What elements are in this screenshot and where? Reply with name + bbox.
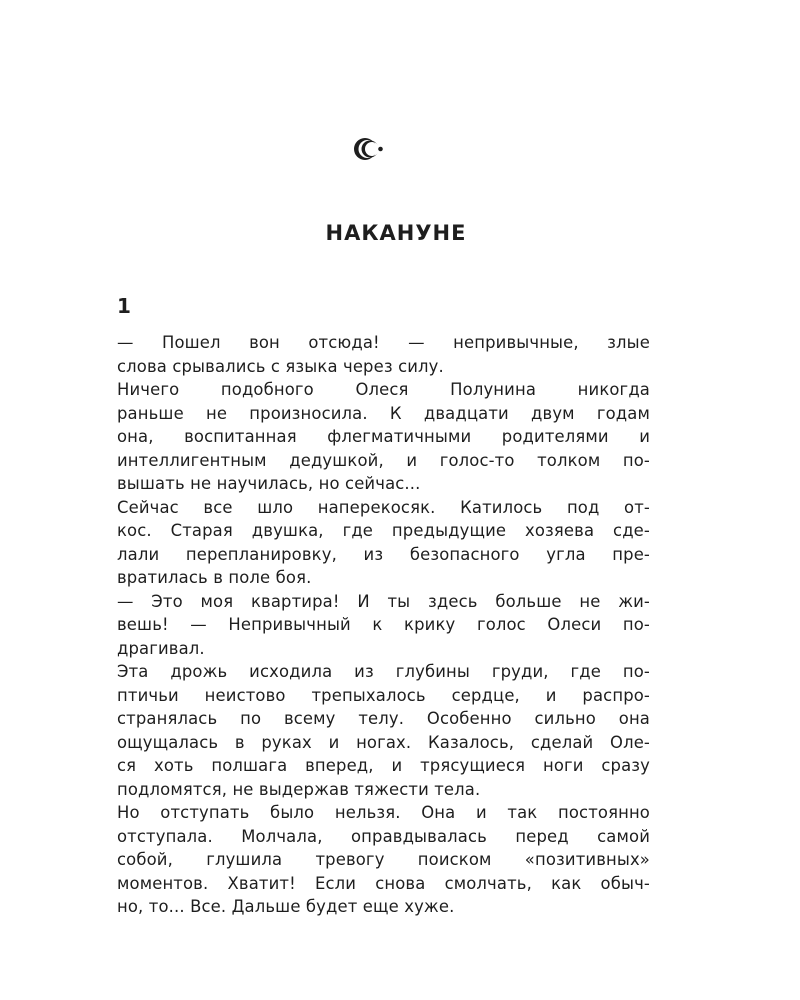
text-line: слова срывались с языка через силу. xyxy=(117,356,444,376)
text-line: раньше не произносила. К двадцати двум годам xyxy=(117,403,650,423)
paragraph xyxy=(88,660,650,801)
text-line: отступала. Молчала, оправдывалась перед самой xyxy=(117,826,650,846)
paragraph xyxy=(88,378,650,496)
text-line: вешь! — Непривычный к крику голос Олеси по- xyxy=(117,615,650,634)
paragraph xyxy=(88,801,650,919)
text-line: интеллигентным дедушкой, и голос-то толком по- xyxy=(117,450,650,470)
text-line: но, то... Все. Дальше будет еще хуже. xyxy=(117,897,455,916)
text-line: лали перепланировку, из безопасного угла пре- xyxy=(117,544,650,564)
text-line: птичьи неистово трепыхалось сердце, и распро- xyxy=(117,685,650,705)
chapter-title: НАКАНУНЕ xyxy=(325,221,467,245)
paragraph xyxy=(88,331,650,378)
text-line: ощущалась в руках и ногах. Казалось, сделай Оле- xyxy=(117,732,650,752)
text-line: Сейчас все шло наперекосяк. Катилось под от- xyxy=(117,497,650,517)
text-line: — Это моя квартира! И ты здесь больше не жи- xyxy=(117,591,650,611)
text-line: ся хоть полшага вперед, и трясущиеся ноги сразу xyxy=(117,756,650,775)
crescent-moon-dot-icon xyxy=(353,134,387,164)
text-line: Эта дрожь исходила из глубины груди, где по- xyxy=(117,662,650,681)
paragraph xyxy=(88,496,650,590)
text-line: собой, глушила тревогу поиском «позитивных» xyxy=(117,850,650,869)
text-line: драгивал. xyxy=(117,638,205,658)
chapter-body xyxy=(88,331,650,919)
text-line: кос. Старая двушка, где предыдущие хозяева сде- xyxy=(117,521,650,540)
text-line: вышать не научилась, но сейчас... xyxy=(117,474,421,493)
text-line: странялась по всему телу. Особенно сильно она xyxy=(117,709,650,728)
text-line: Ничего подобного Олеся Полунина никогда xyxy=(117,380,650,399)
text-line: она, воспитанная флегматичными родителями и xyxy=(117,427,650,446)
paragraph xyxy=(88,590,650,661)
section-number: 1 xyxy=(117,294,131,318)
text-line: моментов. Хватит! Если снова смолчать, как обыч- xyxy=(117,873,650,893)
text-line: — Пошел вон отсюда! — непривычные, злые xyxy=(117,333,650,352)
text-line: вратилась в поле боя. xyxy=(117,568,312,587)
text-line: подломятся, не выдержав тяжести тела. xyxy=(117,779,481,799)
text-line: Но отступать было нельзя. Она и так постоянно xyxy=(117,803,650,822)
